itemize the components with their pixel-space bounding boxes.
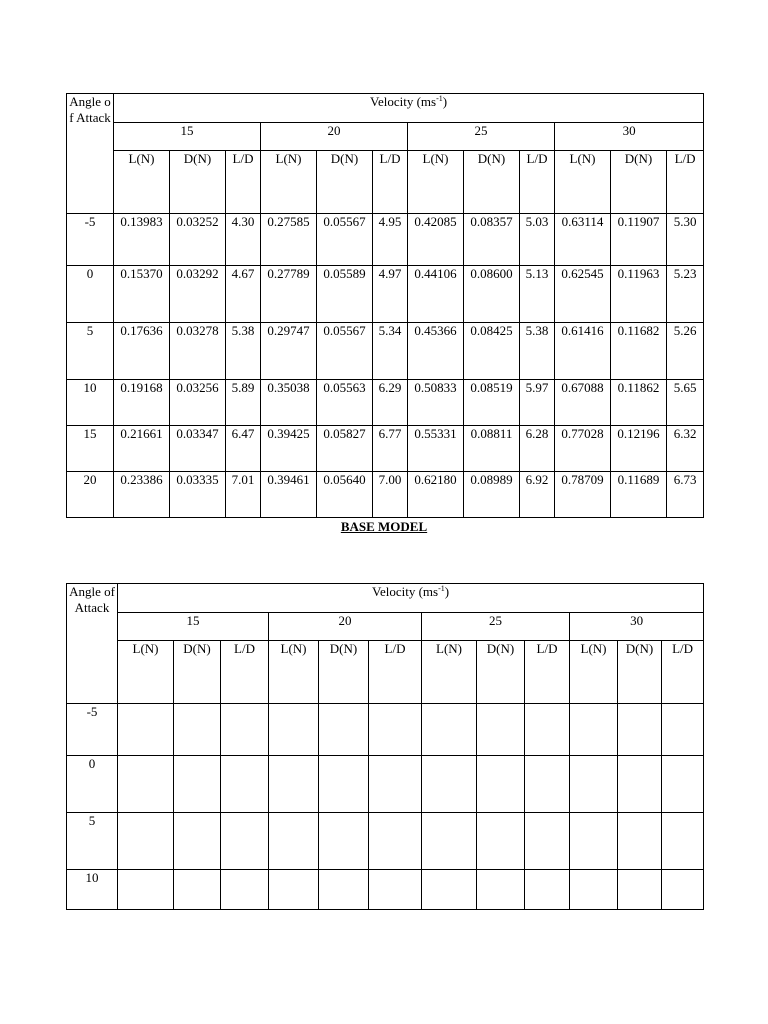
value-cell: 0.44106 (408, 266, 464, 323)
value-cell: 5.13 (520, 266, 555, 323)
angle-cell: 10 (67, 870, 118, 910)
value-cell: 0.15370 (114, 266, 170, 323)
value-cell: 0.55331 (408, 426, 464, 472)
value-cell: 0.05567 (317, 214, 373, 266)
value-cell: 6.28 (520, 426, 555, 472)
ratio-header: L/D (226, 151, 261, 214)
table-row (67, 870, 704, 910)
lift-header: L(N) (261, 151, 317, 214)
table-row (67, 704, 704, 756)
ratio-header: L/D (373, 151, 408, 214)
value-cell (662, 704, 704, 756)
value-cell: 0.08600 (464, 266, 520, 323)
speed-header: 15 (118, 613, 269, 641)
value-cell (221, 756, 269, 813)
angle-cell: 20 (67, 472, 114, 518)
lift-header: L(N) (114, 151, 170, 214)
value-cell (570, 704, 618, 756)
table-row (67, 214, 704, 266)
value-cell: 0.27789 (261, 266, 317, 323)
value-cell (118, 870, 174, 910)
value-cell (174, 704, 221, 756)
table-row (67, 266, 704, 323)
table-row (67, 380, 704, 426)
value-cell (319, 813, 369, 870)
value-cell: 0.62545 (555, 266, 611, 323)
value-cell: 6.92 (520, 472, 555, 518)
velocity-header: Velocity $(ms^{-1})$ (118, 584, 704, 613)
value-cell (369, 756, 422, 813)
comparison-table (66, 583, 704, 910)
value-cell (221, 870, 269, 910)
value-cell: 7.01 (226, 472, 261, 518)
value-cell: 0.13983 (114, 214, 170, 266)
value-cell: 0.61416 (555, 323, 611, 380)
speed-header: 15 (114, 123, 261, 151)
value-cell: 5.38 (520, 323, 555, 380)
speed-header: 30 (570, 613, 704, 641)
value-cell: 0.11907 (611, 214, 667, 266)
angle-cell: -5 (67, 704, 118, 756)
value-cell: 0.05589 (317, 266, 373, 323)
ratio-header: L/D (667, 151, 704, 214)
angle-cell: 5 (67, 813, 118, 870)
value-cell (422, 870, 477, 910)
lift-header: L(N) (422, 641, 477, 704)
value-cell: 6.77 (373, 426, 408, 472)
value-cell: 6.73 (667, 472, 704, 518)
value-cell: 0.11689 (611, 472, 667, 518)
value-cell (319, 756, 369, 813)
value-cell: 0.05567 (317, 323, 373, 380)
value-cell: 6.47 (226, 426, 261, 472)
table-caption: BASE MODEL (340, 519, 428, 534)
value-cell: 0.45366 (408, 323, 464, 380)
lift-header: L(N) (408, 151, 464, 214)
value-cell: 5.03 (520, 214, 555, 266)
value-cell: 0.03256 (170, 380, 226, 426)
value-cell: 4.67 (226, 266, 261, 323)
value-cell: 0.05563 (317, 380, 373, 426)
value-cell: 0.05640 (317, 472, 373, 518)
value-cell: 5.65 (667, 380, 704, 426)
angle-of-attack-header: Angle of Attack (67, 584, 118, 704)
angle-of-attack-header: Angle of Attack (67, 94, 114, 214)
value-cell (525, 870, 570, 910)
table-row (67, 813, 704, 870)
value-cell (570, 870, 618, 910)
drag-header: D(N) (170, 151, 226, 214)
value-cell: 4.30 (226, 214, 261, 266)
speed-header: 25 (408, 123, 555, 151)
angle-cell: 0 (67, 756, 118, 813)
value-cell: 0.67088 (555, 380, 611, 426)
angle-cell: -5 (67, 214, 114, 266)
drag-header: D(N) (477, 641, 525, 704)
value-cell (618, 704, 662, 756)
value-cell (662, 813, 704, 870)
angle-cell: 5 (67, 323, 114, 380)
value-cell (477, 704, 525, 756)
value-cell (477, 870, 525, 910)
value-cell: 0.08519 (464, 380, 520, 426)
table-row (67, 426, 704, 472)
value-cell: 4.95 (373, 214, 408, 266)
value-cell: 0.11682 (611, 323, 667, 380)
lift-header: L(N) (269, 641, 319, 704)
table-row (67, 756, 704, 813)
value-cell: 0.63114 (555, 214, 611, 266)
value-cell: 0.08425 (464, 323, 520, 380)
value-cell: 7.00 (373, 472, 408, 518)
speed-header: 25 (422, 613, 570, 641)
value-cell: 0.03278 (170, 323, 226, 380)
value-cell (174, 756, 221, 813)
value-cell: 0.23386 (114, 472, 170, 518)
drag-header: D(N) (317, 151, 373, 214)
value-cell: 6.32 (667, 426, 704, 472)
value-cell: 0.39461 (261, 472, 317, 518)
ratio-header: L/D (369, 641, 422, 704)
value-cell: 5.26 (667, 323, 704, 380)
velocity-header: Velocity $(ms^{-1})$ (114, 94, 704, 123)
value-cell (174, 870, 221, 910)
value-cell: 5.89 (226, 380, 261, 426)
value-cell: 0.12196 (611, 426, 667, 472)
value-cell (269, 813, 319, 870)
ratio-header: L/D (221, 641, 269, 704)
angle-cell: 10 (67, 380, 114, 426)
lift-header: L(N) (555, 151, 611, 214)
value-cell: 6.29 (373, 380, 408, 426)
value-cell (118, 813, 174, 870)
value-cell (369, 870, 422, 910)
drag-header: D(N) (319, 641, 369, 704)
value-cell (269, 704, 319, 756)
lift-header: L(N) (570, 641, 618, 704)
value-cell: 0.27585 (261, 214, 317, 266)
value-cell: 4.97 (373, 266, 408, 323)
value-cell: 5.23 (667, 266, 704, 323)
value-cell: 0.78709 (555, 472, 611, 518)
value-cell (319, 704, 369, 756)
value-cell (662, 870, 704, 910)
value-cell: 0.21661 (114, 426, 170, 472)
value-cell (269, 870, 319, 910)
value-cell: 0.17636 (114, 323, 170, 380)
value-cell: 0.50833 (408, 380, 464, 426)
value-cell (422, 813, 477, 870)
value-cell: 0.08357 (464, 214, 520, 266)
value-cell: 0.08811 (464, 426, 520, 472)
value-cell: 0.03335 (170, 472, 226, 518)
value-cell: 0.11862 (611, 380, 667, 426)
value-cell: 0.39425 (261, 426, 317, 472)
value-cell: 0.35038 (261, 380, 317, 426)
speed-header: 30 (555, 123, 704, 151)
value-cell (319, 870, 369, 910)
value-cell: 0.19168 (114, 380, 170, 426)
value-cell: 0.62180 (408, 472, 464, 518)
value-cell (570, 813, 618, 870)
value-cell (477, 756, 525, 813)
value-cell (525, 756, 570, 813)
ratio-header: L/D (525, 641, 570, 704)
value-cell (118, 756, 174, 813)
ratio-header: L/D (662, 641, 704, 704)
value-cell (174, 813, 221, 870)
value-cell (118, 704, 174, 756)
drag-header: D(N) (464, 151, 520, 214)
value-cell (221, 704, 269, 756)
value-cell: 0.42085 (408, 214, 464, 266)
value-cell: 5.34 (373, 323, 408, 380)
base-model-table (66, 93, 704, 518)
drag-header: D(N) (611, 151, 667, 214)
table-row (67, 323, 704, 380)
value-cell (618, 813, 662, 870)
lift-header: L(N) (118, 641, 174, 704)
value-cell (369, 704, 422, 756)
speed-header: 20 (261, 123, 408, 151)
value-cell: 5.97 (520, 380, 555, 426)
angle-cell: 15 (67, 426, 114, 472)
table-row (67, 472, 704, 518)
value-cell (369, 813, 422, 870)
drag-header: D(N) (618, 641, 662, 704)
value-cell: 0.03252 (170, 214, 226, 266)
value-cell: 0.03292 (170, 266, 226, 323)
value-cell: 0.11963 (611, 266, 667, 323)
value-cell (422, 704, 477, 756)
value-cell (221, 813, 269, 870)
value-cell (570, 756, 618, 813)
value-cell (618, 756, 662, 813)
value-cell (477, 813, 525, 870)
value-cell (269, 756, 319, 813)
value-cell: 0.08989 (464, 472, 520, 518)
value-cell: 5.38 (226, 323, 261, 380)
value-cell: 0.29747 (261, 323, 317, 380)
ratio-header: L/D (520, 151, 555, 214)
value-cell (525, 704, 570, 756)
value-cell: 0.77028 (555, 426, 611, 472)
drag-header: D(N) (174, 641, 221, 704)
value-cell (525, 813, 570, 870)
value-cell (662, 756, 704, 813)
value-cell: 5.30 (667, 214, 704, 266)
speed-header: 20 (269, 613, 422, 641)
value-cell (618, 870, 662, 910)
value-cell: 0.05827 (317, 426, 373, 472)
value-cell: 0.03347 (170, 426, 226, 472)
value-cell (422, 756, 477, 813)
angle-cell: 0 (67, 266, 114, 323)
